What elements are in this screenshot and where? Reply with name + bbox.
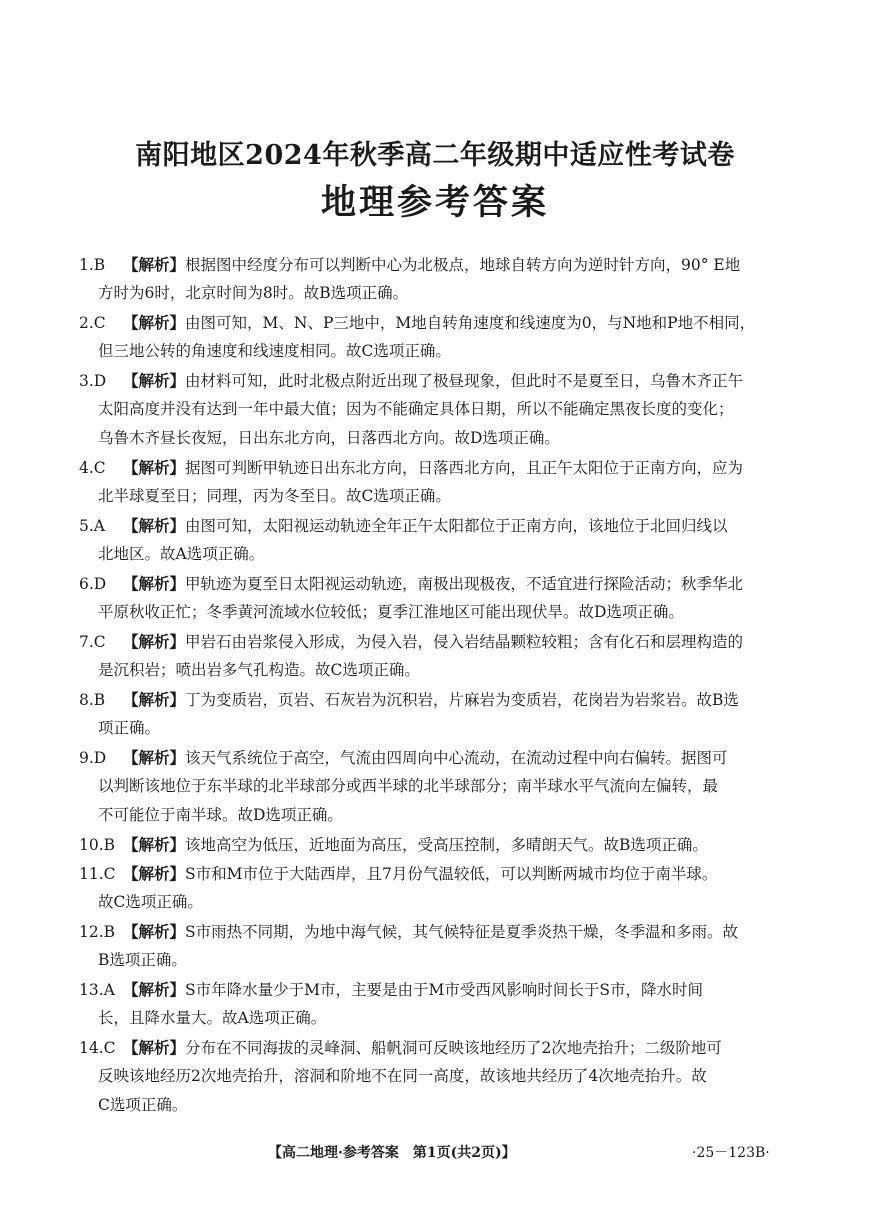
answer-first-line xyxy=(79,627,791,656)
answer-continuation-line xyxy=(79,1091,791,1120)
analysis-tag: 【解析】 xyxy=(123,864,186,883)
answer-continuation-line xyxy=(79,424,791,453)
answer-item xyxy=(79,250,791,308)
answer-list xyxy=(79,250,791,1120)
answer-text: 项正确。 xyxy=(98,719,161,737)
answer-title: 地理参考答案 xyxy=(320,182,549,223)
answer-item xyxy=(79,917,791,975)
answer-first-line xyxy=(79,685,791,714)
answer-number: 11.C xyxy=(79,865,116,883)
answer-text: 北地区。故A选项正确。 xyxy=(98,545,265,563)
answer-text: C选项正确。 xyxy=(98,1096,188,1114)
analysis-tag: 【解析】 xyxy=(123,922,186,941)
answer-text: 太阳高度并没有达到一年中最大值；因为不能确定具体日期，所以不能确定黑夜长度的变化； xyxy=(98,400,734,418)
answer-text: 是沉积岩；喷出岩多气孔构造。故C选项正确。 xyxy=(98,661,420,679)
analysis-tag: 【解析】 xyxy=(123,516,186,535)
answer-first-line xyxy=(79,1033,791,1062)
analysis-tag: 【解析】 xyxy=(123,980,186,999)
answer-continuation-line xyxy=(79,772,791,801)
answer-text: 北半球夏至日；同理，丙为冬至日。故C选项正确。 xyxy=(98,487,451,505)
answer-first-line xyxy=(79,859,791,888)
answer-text: 反映该地经历2次地壳抬升，溶洞和阶地不在同一高度，故该地共经历了4次地壳抬升。故 xyxy=(98,1067,707,1085)
answer-item xyxy=(79,685,791,743)
exam-title: 南阳地区2024年秋季高二年级期中适应性考试卷 xyxy=(135,140,735,171)
answer-first-line xyxy=(79,569,791,598)
answer-item xyxy=(79,569,791,627)
answer-number: 9.D xyxy=(79,749,107,767)
answer-continuation-line xyxy=(79,482,791,511)
answer-item xyxy=(79,308,791,366)
answer-text: S市和M市位于大陆西岸，且7月份气温较低，可以判断两城市均位于南半球。 xyxy=(185,865,718,883)
answer-number: 6.D xyxy=(79,575,107,593)
analysis-tag: 【解析】 xyxy=(123,690,186,709)
answer-number: 2.C xyxy=(79,314,106,332)
answer-number: 12.B xyxy=(79,923,116,941)
answer-item xyxy=(79,859,791,917)
answer-first-line xyxy=(79,308,791,337)
answer-text: 甲轨迹为夏至日太阳视运动轨迹，南极出现极夜，不适宜进行探险活动；秋季华北 xyxy=(185,575,744,593)
answer-item xyxy=(79,453,791,511)
page-footer xyxy=(0,1141,870,1165)
answer-continuation-line xyxy=(79,801,791,830)
answer-first-line xyxy=(79,975,791,1004)
answer-text: 由图可知，太阳视运动轨迹全年正午太阳都位于正南方向，该地位于北回归线以 xyxy=(185,517,728,535)
answer-text: B选项正确。 xyxy=(98,951,187,969)
answer-text: 该地高空为低压，近地面为高压，受高压控制，多晴朗天气。故B选项正确。 xyxy=(185,836,708,854)
answer-text: 平原秋收正忙；冬季黄河流域水位较低；夏季江淮地区可能出现伏旱。故D选项正确。 xyxy=(98,603,684,621)
answer-continuation-line xyxy=(79,888,791,917)
analysis-tag: 【解析】 xyxy=(123,748,186,767)
answer-continuation-line xyxy=(79,395,791,424)
answer-number: 10.B xyxy=(79,836,116,854)
answer-first-line xyxy=(79,250,791,279)
answer-text: 以判断该地位于东半球的北半球部分或西半球的北半球部分；南半球水平气流向左偏转，最 xyxy=(98,777,719,795)
answer-number: 1.B xyxy=(79,256,106,274)
answer-text: S市雨热不同期，为地中海气候，其气候特征是夏季炎热干燥，冬季温和多雨。故 xyxy=(185,923,739,941)
answer-text: 分布在不同海拔的灵峰洞、船帆洞可反映该地经历了2次地壳抬升；二级阶地可 xyxy=(185,1039,722,1057)
analysis-tag: 【解析】 xyxy=(123,835,186,854)
answer-continuation-line xyxy=(79,1004,791,1033)
analysis-tag: 【解析】 xyxy=(123,458,186,477)
analysis-tag: 【解析】 xyxy=(123,1038,186,1057)
answer-continuation-line xyxy=(79,279,791,308)
footer-code: ·25－123B· xyxy=(692,1145,770,1161)
answer-number: 13.A xyxy=(79,981,115,999)
answer-text: 由材料可知，此时北极点附近出现了极昼现象，但此时不是夏至日，乌鲁木齐正午 xyxy=(185,372,744,390)
answer-item xyxy=(79,975,791,1033)
answer-item xyxy=(79,627,791,685)
answer-text: 但三地公转的角速度和线速度相同。故C选项正确。 xyxy=(98,342,451,360)
analysis-tag: 【解析】 xyxy=(123,313,186,332)
answer-continuation-line xyxy=(79,540,791,569)
answer-continuation-line xyxy=(79,1062,791,1091)
answer-text: 长，且降水量大。故A选项正确。 xyxy=(98,1009,327,1027)
answer-text: 方时为6时，北京时间为8时。故B选项正确。 xyxy=(98,284,409,302)
answer-item xyxy=(79,511,791,569)
answer-first-line xyxy=(79,743,791,772)
answer-continuation-line xyxy=(79,656,791,685)
answer-continuation-line xyxy=(79,946,791,975)
answer-continuation-line xyxy=(79,714,791,743)
answer-first-line xyxy=(79,366,791,395)
answer-text: 不可能位于南半球。故D选项正确。 xyxy=(98,806,343,824)
answer-text: 甲岩石由岩浆侵入形成，为侵入岩，侵入岩结晶颗粒较粗；含有化石和层理构造的 xyxy=(185,633,744,651)
answer-number: 8.B xyxy=(79,691,106,709)
answer-number: 3.D xyxy=(79,372,107,390)
answer-number: 4.C xyxy=(79,459,106,477)
answer-number: 5.A xyxy=(79,517,105,535)
answer-text: 据图可判断甲轨迹日出东北方向，日落西北方向，且正午太阳位于正南方向，应为 xyxy=(185,459,744,477)
analysis-tag: 【解析】 xyxy=(123,371,186,390)
answer-number: 14.C xyxy=(79,1039,116,1057)
answer-text: 由图可知，M、N、P三地中，M地自转角速度和线速度为0，与N地和P地不相同， xyxy=(185,314,756,332)
analysis-tag: 【解析】 xyxy=(123,255,186,274)
answer-text: 故C选项正确。 xyxy=(98,893,203,911)
analysis-tag: 【解析】 xyxy=(123,632,186,651)
answer-first-line xyxy=(79,453,791,482)
answer-text: 乌鲁木齐昼长夜短，日出东北方向，日落西北方向。故D选项正确。 xyxy=(98,429,560,447)
answer-text: S市年降水量少于M市，主要是由于M市受西风影响时间长于S市，降水时间 xyxy=(185,981,703,999)
answer-continuation-line xyxy=(79,337,791,366)
answer-text: 根据图中经度分布可以判断中心为北极点，地球自转方向为逆时针方向，90° E地 xyxy=(185,256,741,274)
answer-item xyxy=(79,830,791,859)
answer-item xyxy=(79,1033,791,1120)
answer-first-line xyxy=(79,511,791,540)
analysis-tag: 【解析】 xyxy=(123,574,186,593)
answer-text: 丁为变质岩，页岩、石灰岩为沉积岩，片麻岩为变质岩，花岗岩为岩浆岩。故B选 xyxy=(185,691,739,709)
answer-first-line xyxy=(79,917,791,946)
answer-text: 该天气系统位于高空，气流由四周向中心流动，在流动过程中向右偏转。据图可 xyxy=(185,749,728,767)
answer-item xyxy=(79,366,791,453)
answer-first-line xyxy=(79,830,791,859)
answer-continuation-line xyxy=(79,598,791,627)
answer-number: 7.C xyxy=(79,633,106,651)
answer-item xyxy=(79,743,791,830)
footer-page-info: 【高二地理·参考答案 第1页(共2页)】 xyxy=(268,1145,516,1161)
